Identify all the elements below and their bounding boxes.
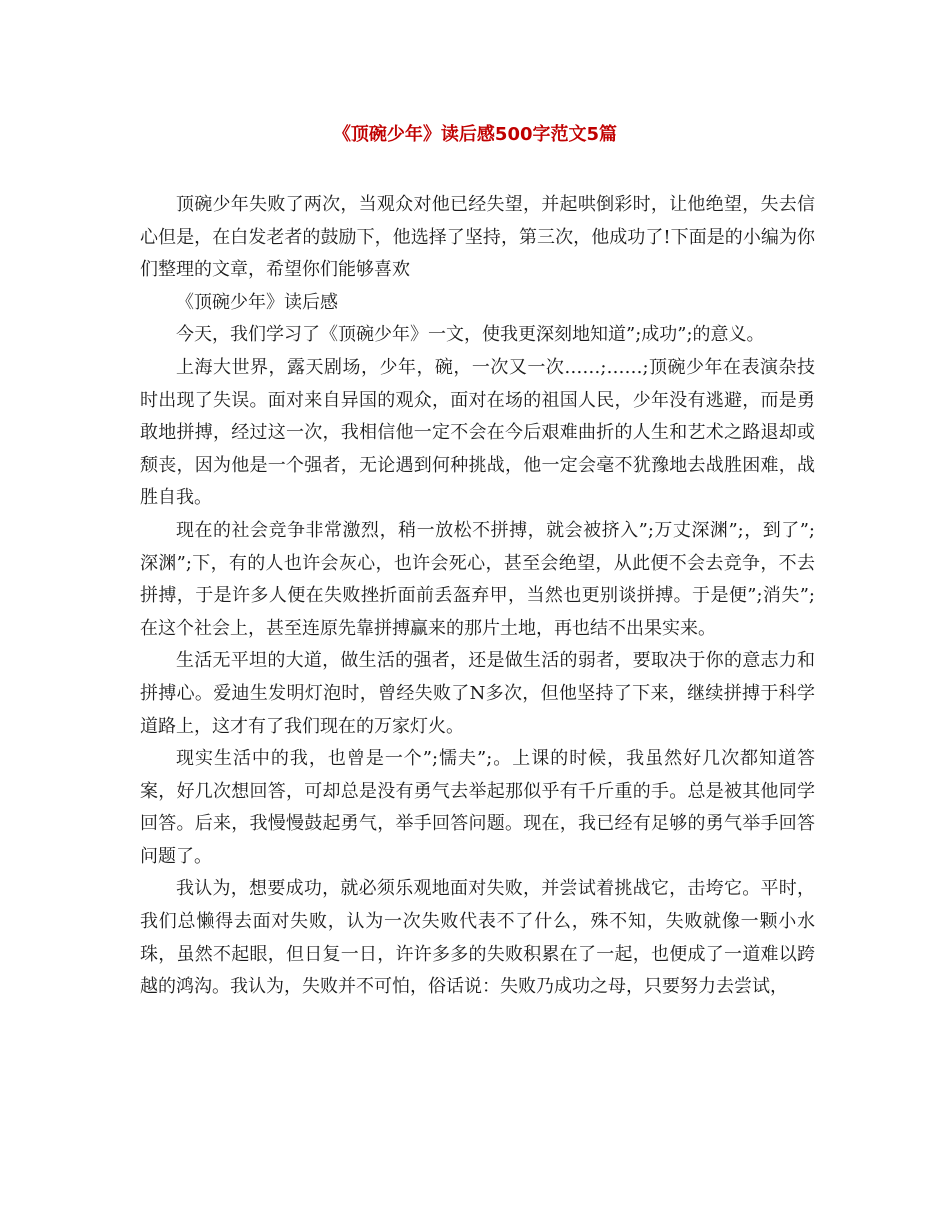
body-paragraph: 生活无平坦的大道，做生活的强者，还是做生活的弱者，要取决于你的意志力和拼搏心。爱迪生发明灯泡时，曾经失败了N多次，但他坚持了下来，继续拼搏于科学道路上，这才有了我们现在的万家灯火。 bbox=[140, 650, 815, 737]
document-title: 《顶碗少年》读后感500字范文5篇 bbox=[332, 124, 618, 145]
document-body bbox=[140, 189, 815, 1004]
body-paragraph: 现在的社会竞争非常激烈，稍一放松不拼搏，就会被挤入”;万丈深渊”;，到了”;深渊”;下，有的人也许会灰心，也许会死心，甚至会绝望，从此便不会去竞争，不去拼搏，于是许多人便在失败挫折面前丢盔弃甲，当然也更别谈拼搏。于是便”;消失”;在这个社会上，甚至连原先靠拼搏赢来的那片土地，再也结不出果实来。 bbox=[140, 519, 815, 639]
intro-paragraph: 顶碗少年失败了两次，当观众对他已经失望，并起哄倒彩时，让他绝望，失去信心但是，在白发老者的鼓励下，他选择了坚持，第三次，他成功了!下面是的小编为你们整理的文章，希望你们能够喜欢 bbox=[140, 194, 815, 281]
body-paragraph: 现实生活中的我，也曾是一个”;懦夫”;。上课的时候，我虽然好几次都知道答案，好几次想回答，可却总是没有勇气去举起那似乎有千斤重的手。总是被其他同学回答。后来，我慢慢鼓起勇气，举手回答问题。现在，我已经有足够的勇气举手回答问题了。 bbox=[140, 748, 815, 867]
body-paragraph: 我认为，想要成功，就必须乐观地面对失败，并尝试着挑战它，击垮它。平时，我们总懒得去面对失败，认为一次失败代表不了什么，殊不知，失败就像一颗小水珠，虽然不起眼，但日复一日，许许多多的失败积累在了一起，也便成了一道难以跨越的鸿沟。我认为，失败并不可怕，俗话说：失败乃成功之母，只要努力去尝试， bbox=[140, 878, 815, 998]
section-heading: 《顶碗少年》读后感 bbox=[176, 291, 338, 313]
body-paragraph: 上海大世界，露天剧场，少年，碗，一次又一次……;……;顶碗少年在表演杂技时出现了失误。面对来自异国的观众，面对在场的祖国人民，少年没有逃避，而是勇敢地拼搏，经过这一次，我相信他一定不会在今后艰难曲折的人生和艺术之路退却或颓丧，因为他是一个强者，无论遇到何种挑战，他一定会毫不犹豫地去战胜困难，战胜自我。 bbox=[140, 356, 815, 509]
body-paragraph: 今天，我们学习了《顶碗少年》一文，使我更深刻地知道”;成功”;的意义。 bbox=[176, 324, 765, 346]
